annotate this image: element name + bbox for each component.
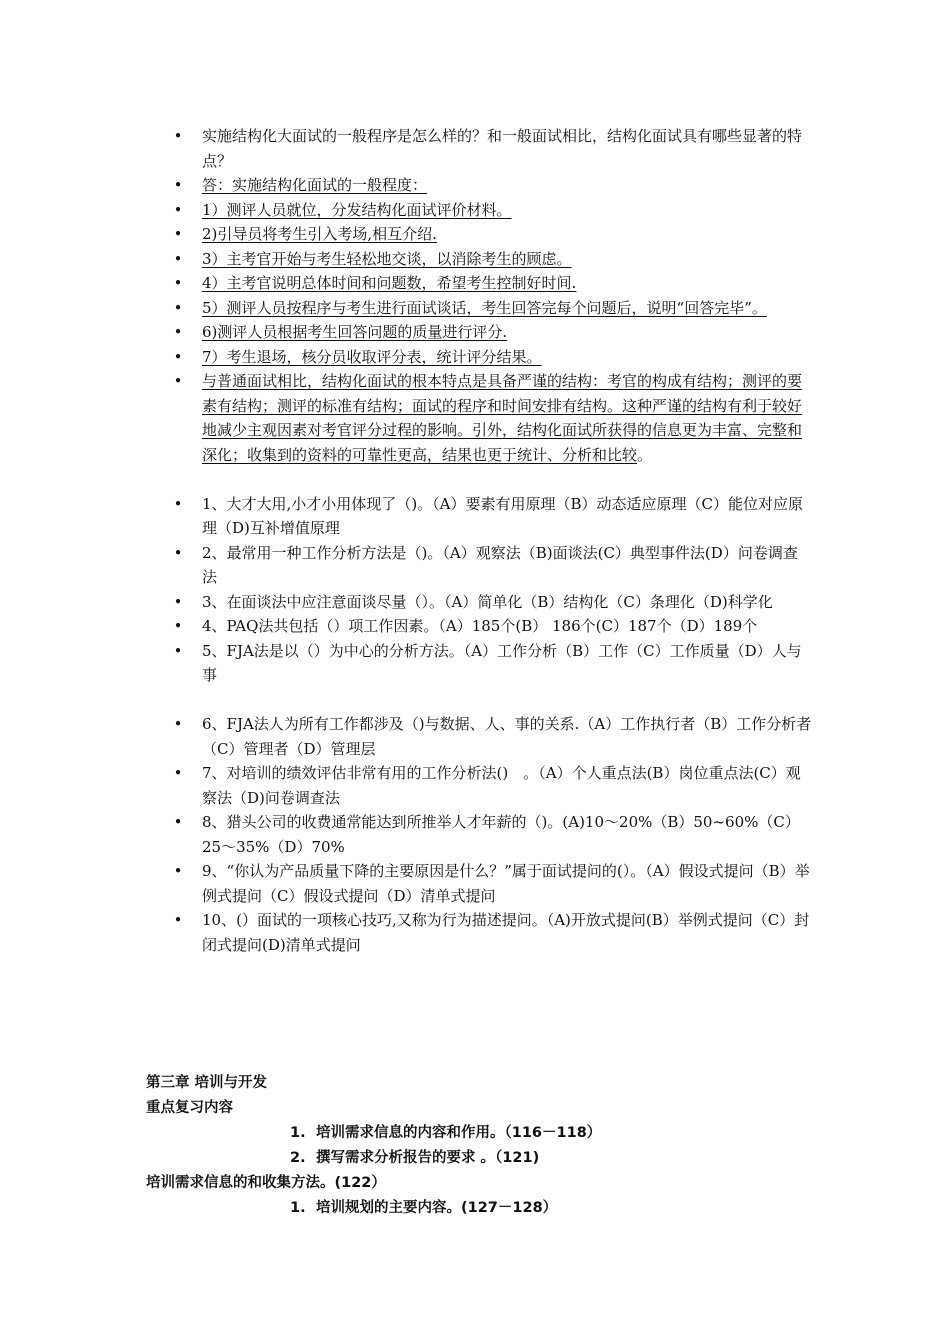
- bullet-icon: •: [173, 176, 183, 194]
- list-item-step: [172, 320, 812, 345]
- list-item-step: [172, 247, 812, 272]
- item-text: 培训规划的主要内容。(127－128）: [316, 1200, 558, 1216]
- bullet-icon: •: [173, 862, 183, 880]
- list-item-step: [172, 271, 812, 296]
- mcq-text: 7、对培训的绩效评估非常有用的工作分析法() 。（A）个人重点法(B）岗位重点法(C）观察法（D)问卷调查法: [202, 764, 801, 807]
- bullet-icon: •: [173, 200, 183, 219]
- list-item-step: [172, 222, 812, 247]
- bullet-icon: •: [173, 347, 183, 366]
- mcq-text: 5、FJA法是以（）为中心的分析方法。（A）工作分析（B）工作（C）工作质量（D）人与事: [202, 641, 802, 684]
- mcq-text: 8、猎头公司的收费通常能达到所推举人才年薪的（)。(A)10～20%（B）50~60%（C）25～35%（D）70%: [202, 813, 800, 856]
- item-text: 撰写需求分析报告的要求 。（121): [316, 1150, 540, 1166]
- mcq-text: 2、最常用一种工作分析方法是（)。（A）观察法（B)面谈法(C）典型事件法(D）问卷调查法: [202, 543, 798, 586]
- list-item-mcq: [172, 859, 812, 908]
- list-item-mcq: [172, 541, 812, 590]
- bullet-icon: •: [173, 764, 183, 782]
- mcq-text: 1、大才大用,小才小用体现了（)。（A）要素有用原理（B）动态适应原理（C）能位对应原理（D)互补增值原理: [202, 494, 803, 537]
- list-item-mcq: [172, 492, 812, 541]
- mcq-text: 6、FJA法人为所有工作都涉及（)与数据、人、事的关系.（A）工作执行者（B）工作分析者（C）管理者（D）管理层: [202, 715, 812, 758]
- spacer: [172, 688, 812, 713]
- item-text: 培训需求信息的内容和作用。（116－118）: [316, 1125, 602, 1141]
- bullet-icon: •: [173, 323, 183, 341]
- step-text: 3）主考官开始与考生轻松地交谈，以消除考生的顾虑。: [202, 249, 572, 268]
- item-number: 1.: [290, 1125, 306, 1141]
- answer-intro-text: 答：实施结构化面试的一般程度：: [202, 176, 428, 194]
- list-item-mcq: [172, 761, 812, 810]
- bullet-icon: •: [173, 225, 183, 243]
- mcq-text: 9、“你认为产品质量下降的主要原因是什么？”属于面试提问的(）。（A）假设式提问（B）举例式提问（C）假设式提问（D）清单式提问: [202, 862, 810, 905]
- numbered-item: [290, 1121, 601, 1145]
- bullet-icon: •: [173, 372, 183, 390]
- step-text: 5）测评人员按程序与考生进行面试谈话，考生回答完每个问题后，说明“回答完毕”。: [202, 298, 767, 317]
- bullet-icon: •: [173, 298, 183, 317]
- collect-methods-heading: 培训需求信息的和收集方法。(122）: [146, 1175, 386, 1191]
- question-text: 实施结构化大面试的一般程序是怎么样的？和一般面试相比，结构化面试具有哪些显著的特点？: [202, 127, 803, 170]
- review-label: 重点复习内容: [146, 1100, 233, 1116]
- list-item-mcq: [172, 614, 812, 639]
- bullet-icon: •: [173, 911, 183, 929]
- bullet-icon: •: [173, 592, 183, 611]
- features-text: 与普通面试相比，结构化面试的根本特点是具备严谨的结构：考官的构成有结构；测评的要素有结构；测评的标准有结构；面试的程序和时间安排有结构。这种严谨的结构有利于较好地减少主观因素对考官评分过程的影响。引外，结构化面试所获得的信息更为丰富、完整和深化；收集到的资料的可靠性更高，结果也更于统计、分析和比较: [202, 372, 803, 464]
- list-item-features: [172, 369, 812, 467]
- step-text: 6)测评人员根据考生回答问题的质量进行评分.: [202, 323, 508, 341]
- step-text: 7）考生退场，核分员收取评分表，统计评分结果。: [202, 347, 542, 366]
- spacer: [172, 467, 812, 492]
- bullet-icon: •: [173, 127, 183, 145]
- list-item-mcq: [172, 639, 812, 688]
- bullet-icon: •: [173, 715, 183, 733]
- bullet-icon: •: [173, 249, 183, 268]
- step-text: 4）主考官说明总体时间和问题数，希望考生控制好时间.: [202, 274, 577, 292]
- mcq-text: 10、(）面试的一项核心技巧,又称为行为描述提问。（A)开放式提问(B）举例式提问（C）封闭式提问(D)清单式提问: [202, 911, 810, 954]
- step-text: 1）测评人员就位，分发结构化面试评价材料。: [202, 200, 512, 219]
- list-item-step: [172, 345, 812, 370]
- mcq-text: 3、在面谈法中应注意面谈尽量（）。（A）简单化（B）结构化（C）条理化（D)科学化: [202, 592, 773, 611]
- list-item-answer-intro: [172, 173, 812, 198]
- list-item-mcq: [172, 590, 812, 615]
- bullet-icon: •: [173, 641, 183, 660]
- list-item-question: [172, 124, 812, 173]
- numbered-item: [290, 1196, 557, 1220]
- bullet-icon: •: [173, 617, 183, 635]
- list-item-mcq: [172, 712, 812, 761]
- list-item-step: [172, 198, 812, 223]
- list-item-mcq: [172, 810, 812, 859]
- bullet-icon: •: [173, 813, 183, 831]
- chapter-title: 第三章 培训与开发: [146, 1075, 268, 1091]
- mcq-text: 4、PAQ法共包括（）项工作因素。（A）185个(B） 186个(C）187个（D）189个: [202, 617, 758, 635]
- features-end: 。: [637, 445, 653, 464]
- item-number: 1.: [290, 1200, 306, 1216]
- bullet-icon: •: [173, 543, 183, 562]
- bullet-icon: •: [173, 494, 183, 513]
- step-text: 2)引导员将考生引入考场,相互介绍.: [202, 225, 437, 243]
- list-item-step: [172, 296, 812, 321]
- interview-procedure-section: [172, 124, 812, 957]
- list-item-mcq: [172, 908, 812, 957]
- numbered-item: [290, 1146, 539, 1170]
- bullet-icon: •: [173, 274, 183, 292]
- item-number: 2.: [290, 1150, 306, 1166]
